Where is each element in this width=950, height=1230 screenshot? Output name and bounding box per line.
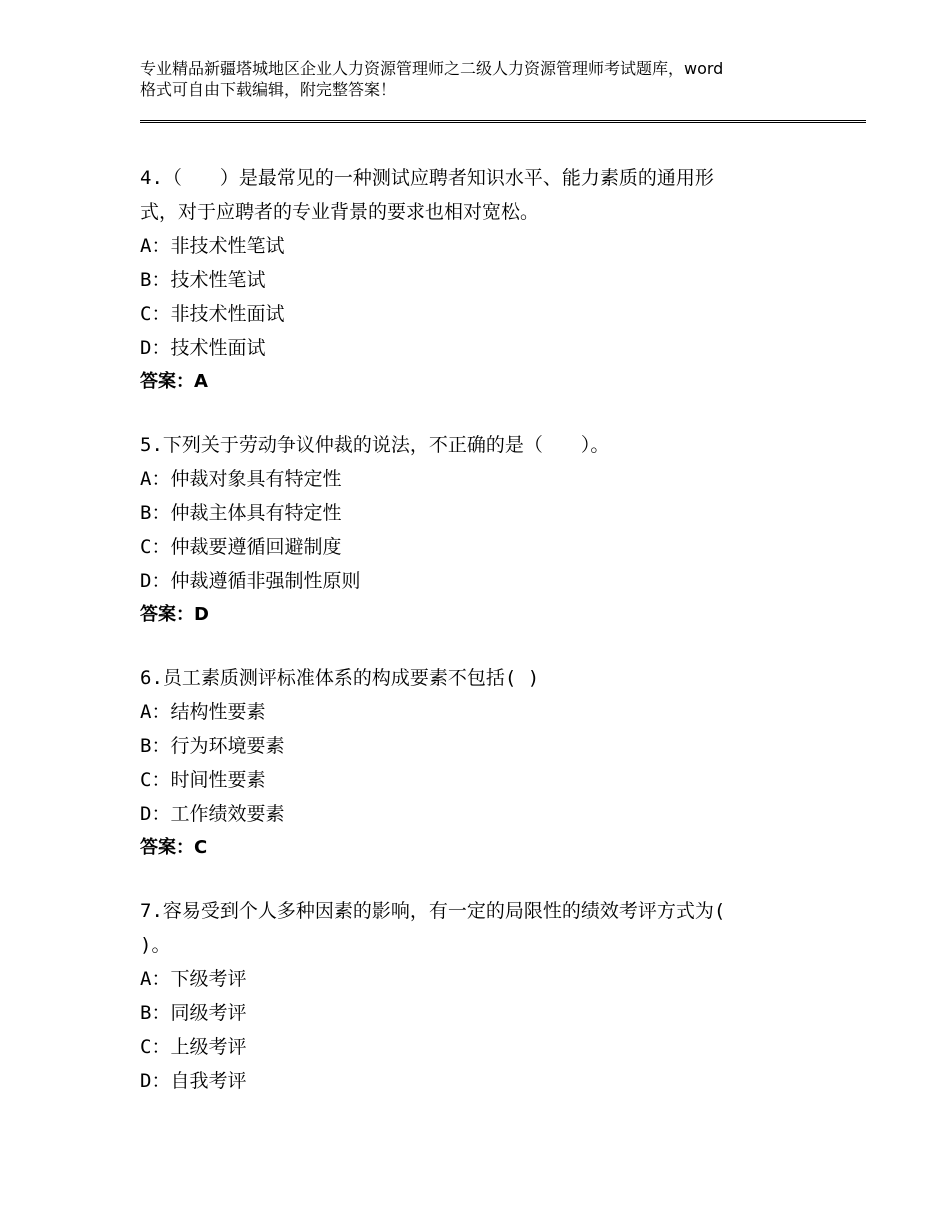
question-7 (140, 894, 820, 1098)
option-c: C：仲裁要遵循回避制度 (140, 536, 342, 558)
option-d: D：自我考评 (140, 1070, 247, 1092)
answer-label: 答案：D (140, 604, 209, 625)
option-b: B：仲裁主体具有特定性 (140, 502, 342, 524)
question-stem-line: 7.容易受到个人多种因素的影响，有一定的局限性的绩效考评方式为( (140, 900, 726, 922)
question-stem-line: )。 (140, 934, 171, 956)
option-b: B：技术性笔试 (140, 269, 266, 291)
option-c: C：非技术性面试 (140, 303, 285, 325)
question-stem-line: 6.员工素质测评标准体系的构成要素不包括( ) (140, 667, 540, 689)
option-b: B：同级考评 (140, 1002, 247, 1024)
document-header (140, 58, 820, 100)
question-4 (140, 161, 820, 399)
header-divider (140, 120, 866, 123)
option-a: A：下级考评 (140, 968, 247, 990)
question-stem-line: 式，对于应聘者的专业背景的要求也相对宽松。 (140, 201, 540, 223)
option-c: C：时间性要素 (140, 769, 266, 791)
header-line-2: 格式可自由下载编辑，附完整答案！ (140, 80, 397, 99)
option-a: A：非技术性笔试 (140, 235, 285, 257)
question-stem-line: 5.下列关于劳动争议仲裁的说法，不正确的是（ ）。 (140, 434, 610, 456)
option-a: A：结构性要素 (140, 701, 266, 723)
header-line-1: 专业精品新疆塔城地区企业人力资源管理师之二级人力资源管理师考试题库，word (140, 59, 724, 78)
option-c: C：上级考评 (140, 1036, 247, 1058)
answer-label: 答案：A (140, 371, 208, 392)
question-6 (140, 661, 820, 865)
option-d: D：仲裁遵循非强制性原则 (140, 570, 361, 592)
option-d: D：技术性面试 (140, 337, 266, 359)
question-5 (140, 428, 820, 632)
answer-label: 答案：C (140, 837, 208, 858)
question-stem-line: 4.（ ）是最常见的一种测试应聘者知识水平、能力素质的通用形 (140, 167, 714, 189)
option-d: D：工作绩效要素 (140, 803, 285, 825)
option-a: A：仲裁对象具有特定性 (140, 468, 342, 490)
question-list (140, 161, 820, 1127)
option-b: B：行为环境要素 (140, 735, 285, 757)
